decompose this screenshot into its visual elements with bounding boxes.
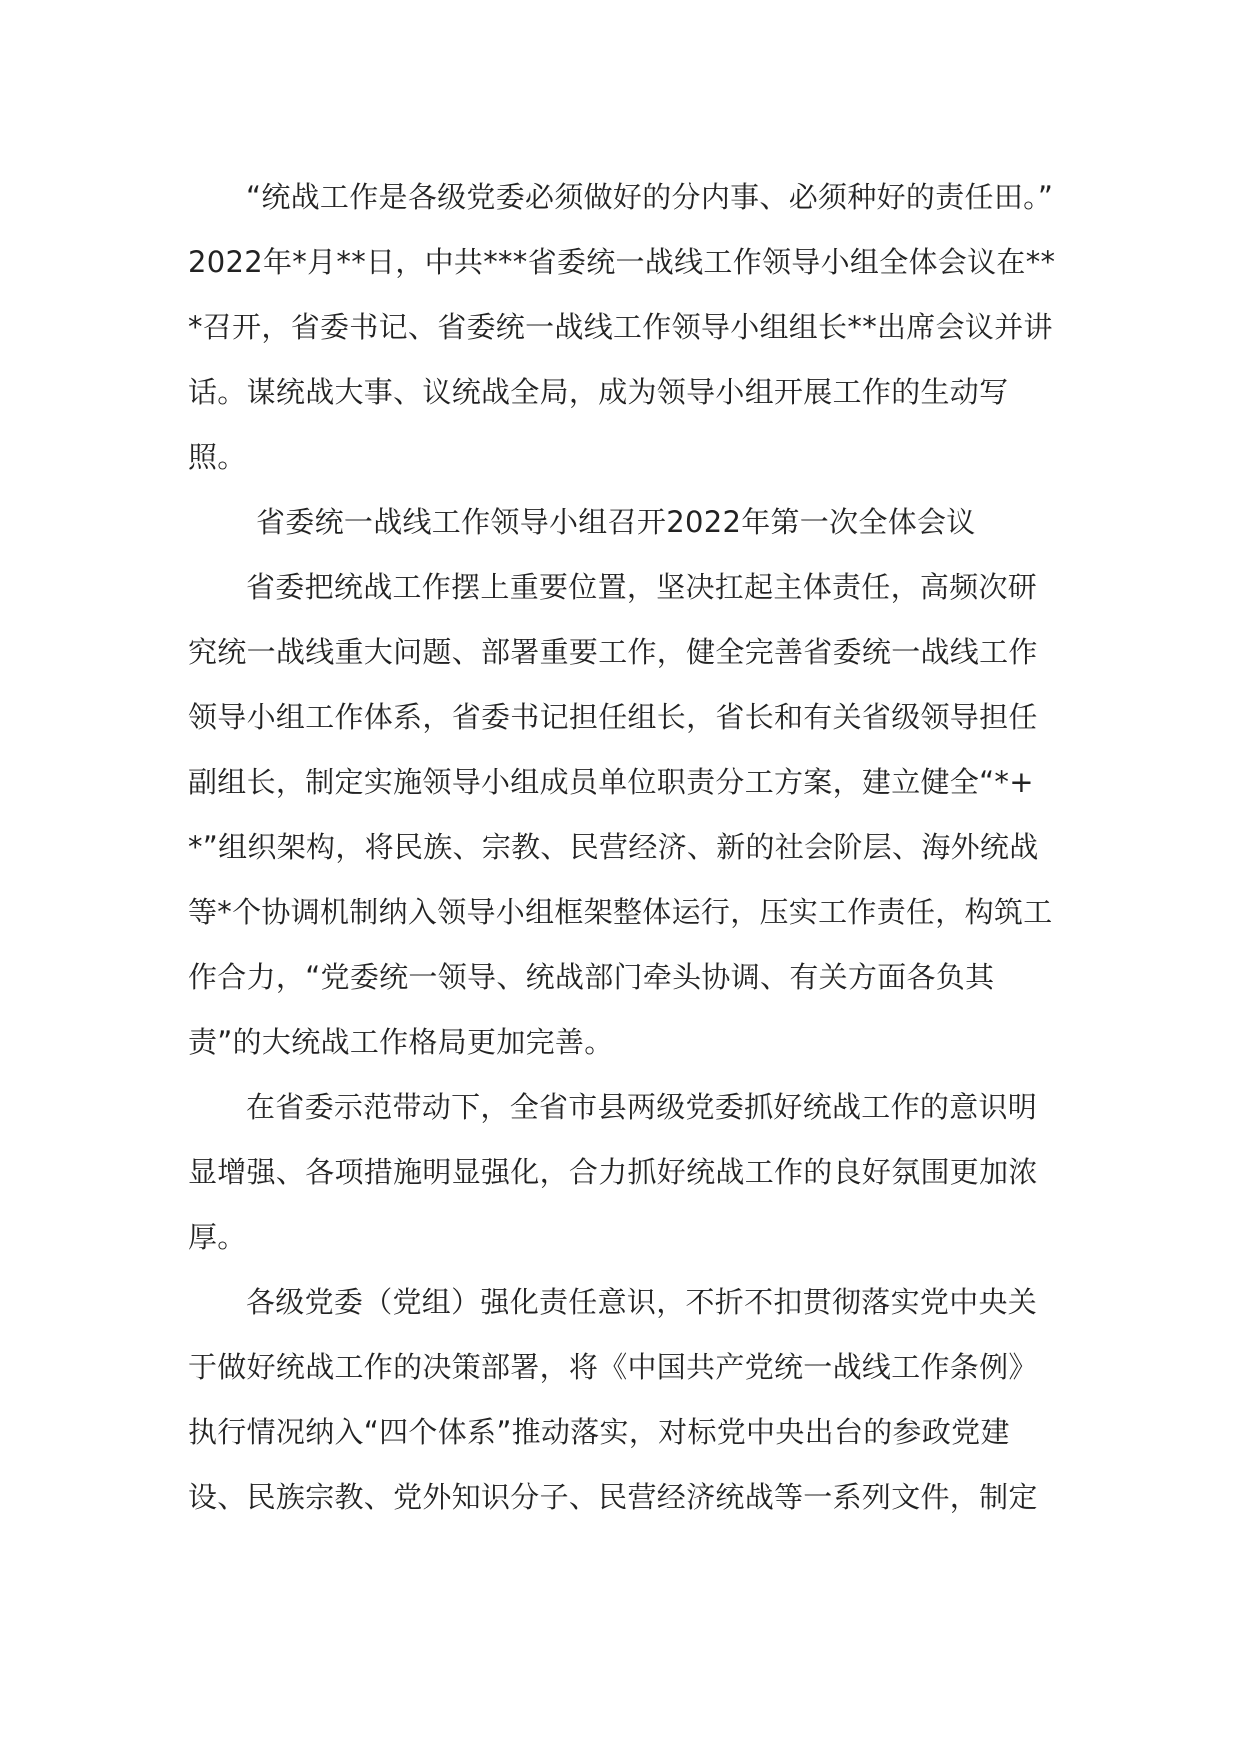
paragraph-demonstration: 在省委示范带动下，全省市县两级党委抓好统战工作的意识明显增强、各项措施明显强化，合力抓好统战工作的良好氛围更加浓厚。: [188, 1090, 1038, 1254]
paragraph-implementation: 各级党委（党组）强化责任意识，不折不扣贯彻落实党中央关于做好统战工作的决策部署，将《中国共产党统一战线工作条例》执行情况纳入“四个体系”推动落实，对标党中央出台的参政党建设、民族宗教、党外知识分子、民营经济统战等一系列文件，制定: [188, 1285, 1038, 1514]
paragraph-intro: “统战工作是各级党委必须做好的分内事、必须种好的责任田。” 2022年*月**日，中共***省委统一战线工作领导小组全体会议在***召开，省委书记、省委统一战线工作领导小组组长**出席会议并讲话。谋统战大事、议统战全局，成为领导小组开展工作的生动写照。: [188, 180, 1056, 474]
section-heading: 省委统一战线工作领导小组召开2022年第一次全体会议: [256, 505, 976, 539]
document-body: [188, 165, 1058, 1530]
paragraph-responsibility: 省委把统战工作摆上重要位置，坚决扛起主体责任，高频次研究统一战线重大问题、部署重要工作，健全完善省委统一战线工作领导小组工作体系，省委书记担任组长，省长和有关省级领导担任副组长，制定实施领导小组成员单位职责分工方案，建立健全“*+*”组织架构，将民族、宗教、民营经济、新的社会阶层、海外统战等*个协调机制纳入领导小组框架整体运行，压实工作责任，构筑工作合力，“党委统一领导、统战部门牵头协调、有关方面各负其责”的大统战工作格局更加完善。: [188, 570, 1053, 1059]
